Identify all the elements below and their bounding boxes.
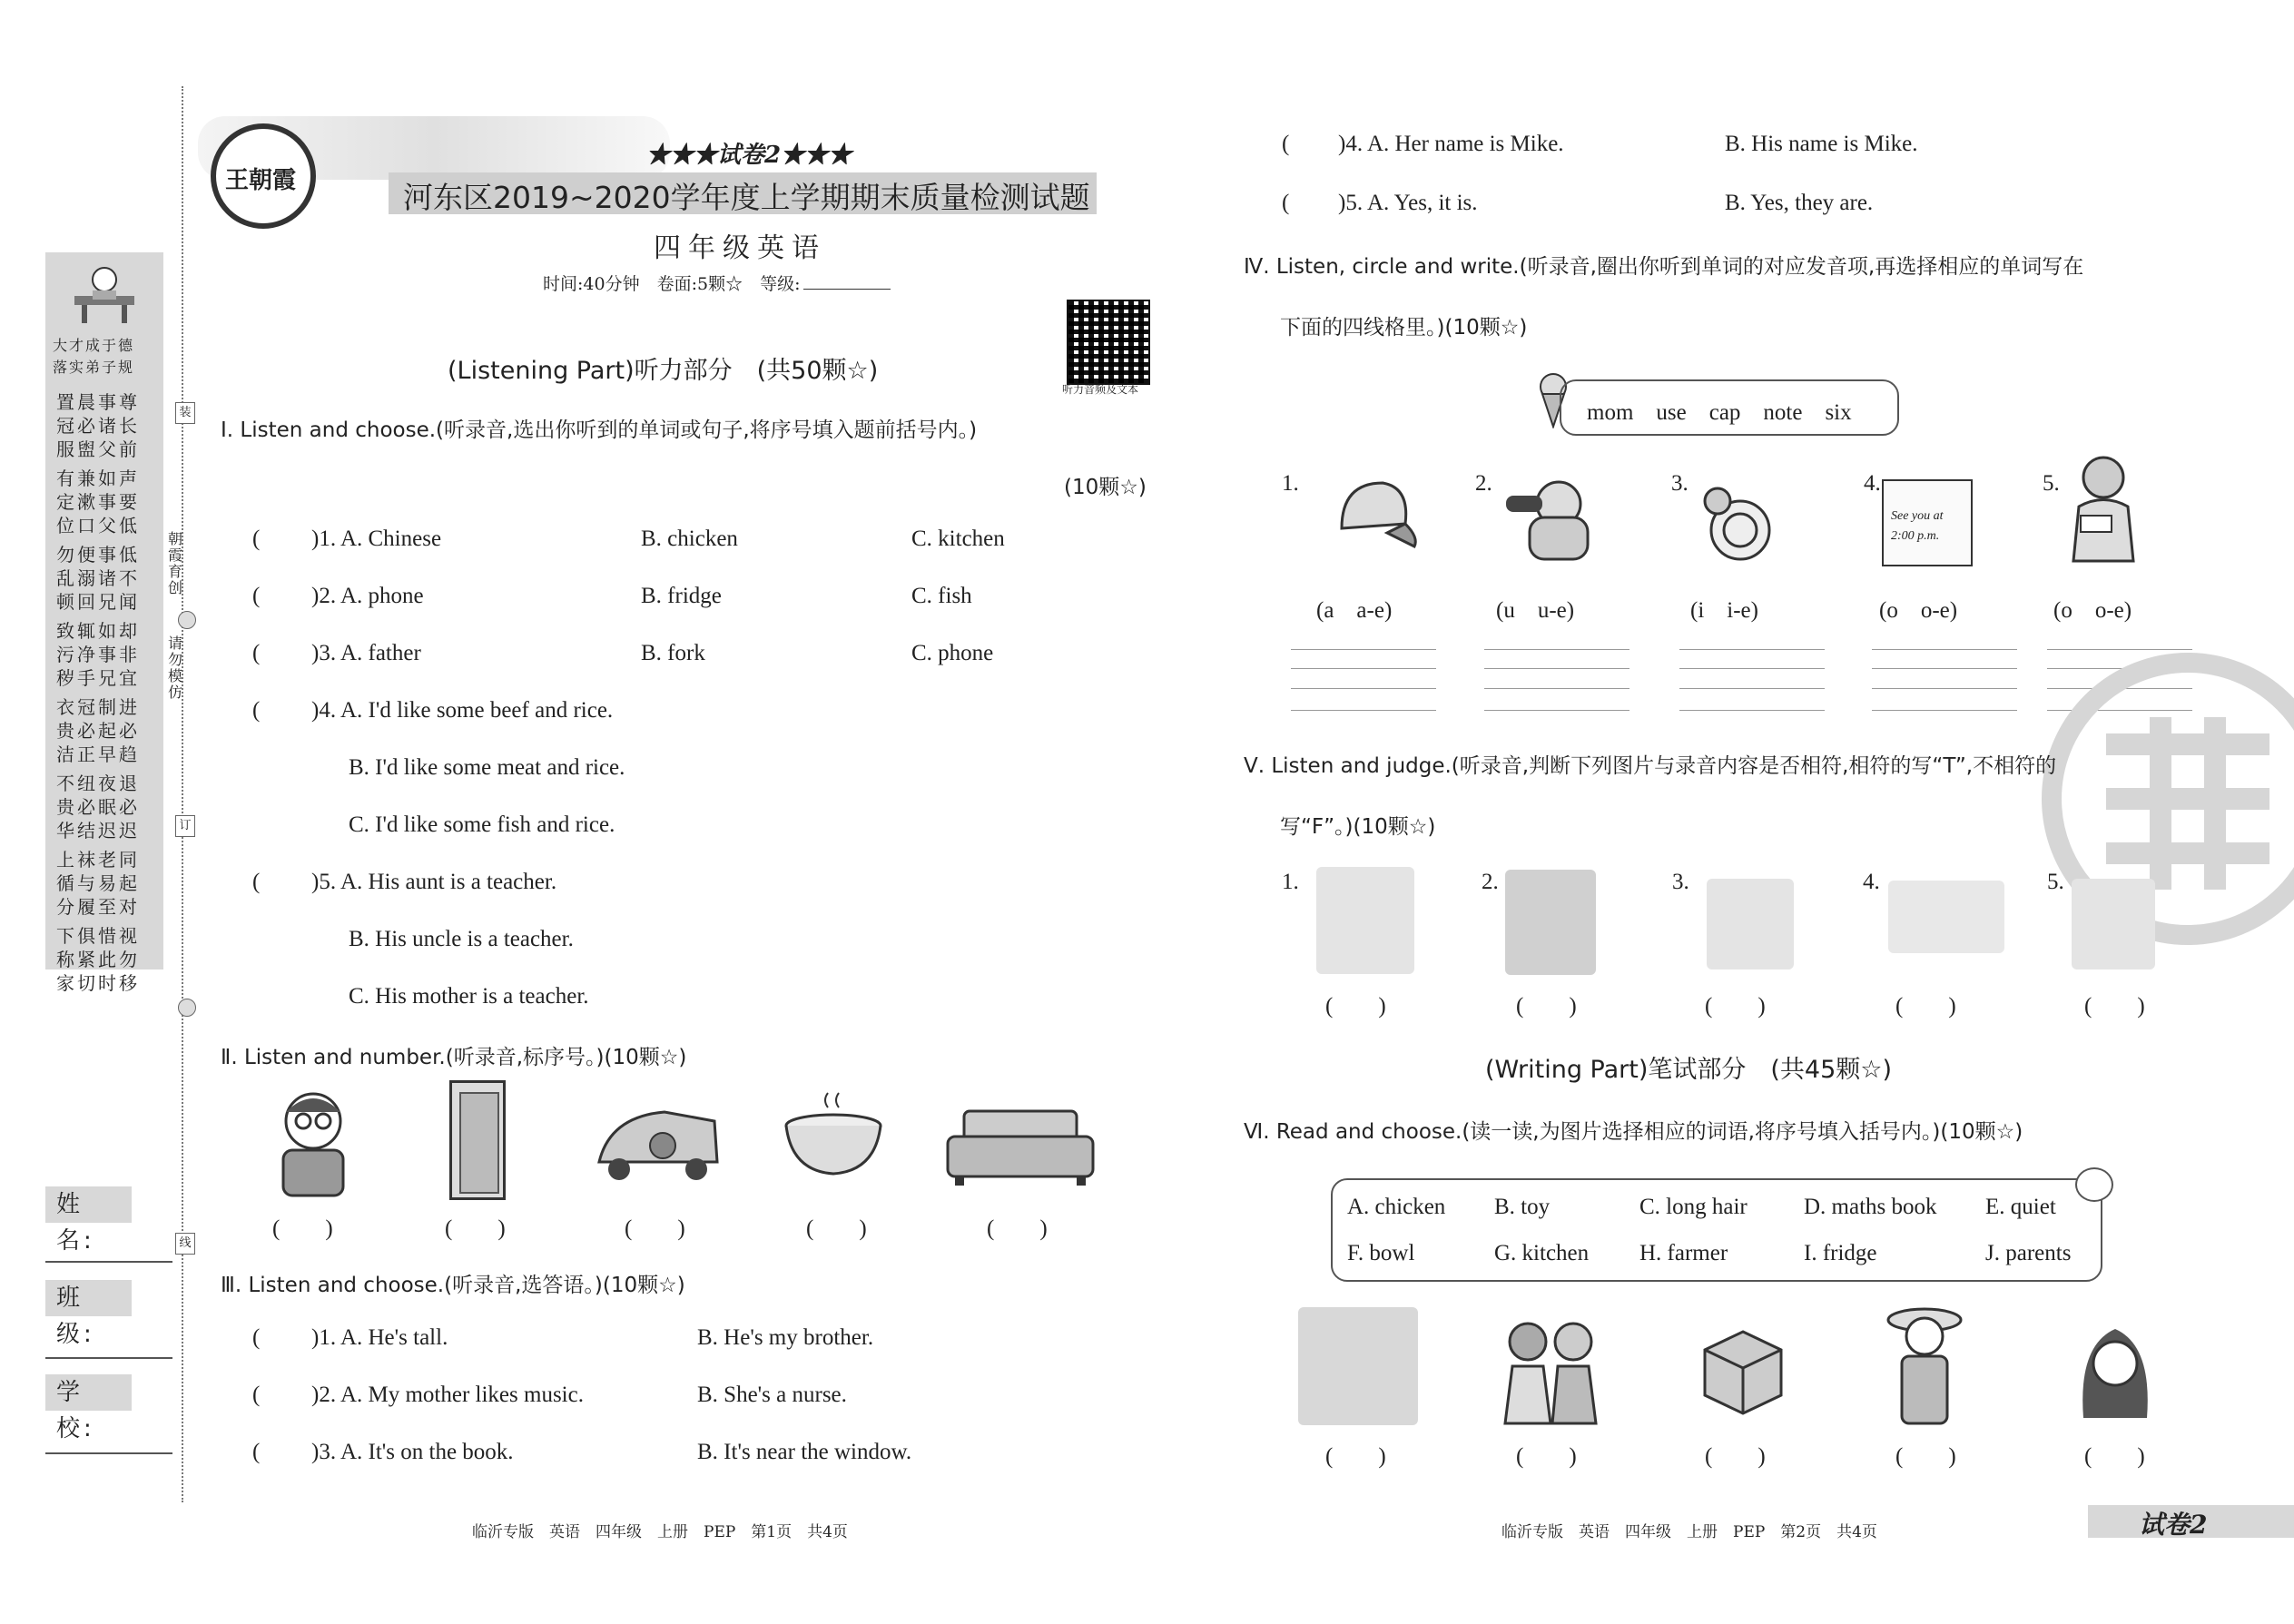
option-G: G. kitchen [1494,1241,1590,1265]
farmer-picture [1875,1300,1974,1425]
answer-blank[interactable]: ( ) [1705,1444,1766,1469]
section-5-title-1: Ⅴ. Listen and judge.(听录音,判断下列图片与录音内容是否相符,相符的写“T”,不相符的 [1244,754,2057,778]
answer-blank[interactable]: ( ) [1516,994,1577,1019]
four-line-grid[interactable] [1484,649,1629,711]
judge-picture-5 [2072,879,2155,969]
option-B: B. toy [1494,1195,1551,1219]
smiley-icon [178,999,196,1017]
option-1a: )1. A. Chinese [311,527,442,551]
answer-blank[interactable]: ( ) [1895,994,1956,1019]
answer-blank[interactable]: ( [252,641,261,665]
option-3c: C. phone [911,641,994,665]
cloud-icon [2075,1167,2113,1202]
section-6-title: Ⅵ. Read and choose.(读一读,为图片选择相应的词语,将序号填入括号内。)(10颗☆) [1244,1120,2023,1144]
listening-header: (Listening Part)听力部分 (共50颗☆) [448,357,879,385]
four-line-grid[interactable] [1679,649,1825,711]
writing-header: (Writing Part)笔试部分 (共45颗☆) [1485,1056,1893,1084]
option-3-2a: )2. A. My mother likes music. [311,1383,584,1407]
judge-picture-4 [1888,881,2004,953]
item-number: 2. [1482,870,1499,894]
option-D: D. maths book [1804,1195,1937,1219]
item-number: 4. [1864,471,1881,496]
answer-blank[interactable]: ( ) [987,1216,1048,1241]
section-2-title: Ⅱ. Listen and number.(听录音,标序号。)(10颗☆) [221,1046,687,1069]
answer-blank[interactable]: ( ) [2084,994,2145,1019]
word-bank-text: mom use cap note six [1587,400,1852,425]
judge-picture-2 [1505,870,1596,975]
section-1-title: Ⅰ. Listen and choose.(听录音,选出你听到的单词或句子,将序号填入题前括号内。) [221,418,978,442]
answer-blank[interactable]: ( [1282,191,1290,215]
binding-box-2: 订 [175,815,195,837]
item-number: 4. [1863,870,1880,894]
brand-seal [211,123,316,229]
answer-blank[interactable]: ( [252,527,261,551]
section-4-title-1: Ⅳ. Listen, circle and write.(听录音,圈出你听到单词的对应发音项,再选择相应的单词写在 [1244,255,2084,279]
section-1-score: (10颗☆) [1064,476,1147,499]
option-3-3b: B. It's near the window. [697,1440,912,1464]
answer-blank[interactable]: ( ) [2084,1444,2145,1469]
option-1b: B. chicken [641,527,738,551]
binding-box-3: 线 [175,1233,195,1255]
section-3-title: Ⅲ. Listen and choose.(听录音,选答语。)(10颗☆) [221,1274,685,1297]
option-3-5b: B. Yes, they are. [1725,191,1874,215]
option-3-4b: B. His name is Mike. [1725,132,1918,156]
note-text: See you at 2:00 p.m. [1891,509,1944,543]
option-5a: )5. A. His aunt is a teacher. [311,870,557,894]
smiley-icon [178,611,196,629]
binoculars-picture [1502,472,1593,563]
option-2b: B. fridge [641,584,722,608]
answer-blank[interactable]: ( [1282,132,1290,156]
judge-picture-3 [1707,879,1794,969]
side-text-2: 请勿模仿 [167,635,182,701]
option-4a: )4. A. I'd like some beef and rice. [311,698,614,723]
answer-blank[interactable]: ( [252,1440,261,1464]
item-number: 1. [1282,471,1299,496]
car-picture [592,1098,724,1187]
footer-right: 临沂专版 英语 四年级 上册 PEP 第2页 共4页 [1501,1523,1877,1541]
answer-blank[interactable]: ( ) [1325,1444,1386,1469]
qr-code[interactable] [1067,300,1150,385]
option-2c: C. fish [911,584,972,608]
reading-woman-picture [2063,452,2144,579]
paper-number: ★★★试卷2★★★ [646,142,852,169]
long-hair-girl-picture [2074,1318,2156,1422]
motto-grid: 置晨事尊 冠必诸长 服盥父前 有兼如声 定漱事要 位口父低 勿便事低 乱溺诸不 顿回兄闻 致辄如却 污净事非 秽手兄宜 衣冠制进 贵必起必 洁正早趋 不纽夜退 贵必眠必 华结迟迟 上袜老同 循与易起 分履至对 下俱惜视 称紧此勿 家切时移 [56,391,140,994]
snail-picture [1690,474,1781,565]
option-I: I. fridge [1804,1241,1877,1265]
option-3b: B. fork [641,641,705,665]
motto-top-1: 大才成于德 [53,337,135,354]
option-3-2b: B. She's a nurse. [697,1383,847,1407]
answer-blank[interactable]: ( [252,584,261,608]
answer-blank[interactable]: ( ) [1325,994,1386,1019]
door-picture [449,1080,506,1200]
option-3a: )3. A. father [311,641,421,665]
cap-picture [1333,474,1423,556]
sound-options[interactable]: (i i-e) [1690,598,1758,623]
answer-blank[interactable]: ( [252,1325,261,1350]
class-field[interactable] [45,1357,172,1359]
sound-options[interactable]: (o o-e) [2053,598,2132,623]
answer-blank[interactable]: ( ) [1705,994,1766,1019]
option-3-1b: B. He's my brother. [697,1325,874,1350]
motto-top-2: 落实弟子规 [53,359,135,376]
option-4b: B. I'd like some meat and rice. [349,755,625,780]
four-line-grid[interactable] [1872,649,2017,711]
option-4c: C. I'd like some fish and rice. [349,812,615,837]
parents-picture [1487,1316,1614,1425]
cube-picture [1698,1327,1788,1418]
answer-blank[interactable]: ( ) [445,1216,506,1241]
exam-title: 河东区2019~2020学年度上学期期末质量检测试题 [403,180,1090,215]
side-text-1: 朝霞育创 [167,530,182,596]
exam-meta: 时间:40分钟 卷面:5颗☆ 等级: [543,271,891,295]
section-5-title-2: 写“F”。)(10颗☆) [1280,815,1436,839]
footer-left: 临沂专版 英语 四年级 上册 PEP 第1页 共4页 [472,1523,848,1541]
answer-blank[interactable]: ( ) [806,1216,867,1241]
sound-options[interactable]: (u u-e) [1496,598,1575,623]
section-4-title-2: 下面的四线格里。)(10颗☆) [1280,316,1528,340]
watermark-seal [2024,635,2294,962]
sound-options[interactable]: (o o-e) [1879,598,1958,623]
item-number: 3. [1672,870,1689,894]
option-3-1a: )1. A. He's tall. [311,1325,448,1350]
option-A: A. chicken [1347,1195,1446,1219]
option-E: E. quiet [1985,1195,2056,1219]
sound-options[interactable]: (a a-e) [1316,598,1393,623]
item-number: 1. [1282,870,1299,894]
class-label: 班 级: [45,1280,132,1316]
answer-blank[interactable]: ( ) [1516,1444,1577,1469]
note-picture [1882,479,1973,566]
option-3-3a: )3. A. It's on the book. [311,1440,514,1464]
binding-box-1: 装 [175,402,195,424]
mascot-figure [65,263,143,327]
answer-blank[interactable]: ( ) [625,1216,685,1241]
name-label: 姓 名: [45,1186,132,1223]
answer-blank[interactable]: ( ) [272,1216,333,1241]
answer-blank[interactable]: ( ) [1895,1444,1956,1469]
option-C: C. long hair [1639,1195,1748,1219]
option-1c: C. kitchen [911,527,1005,551]
sofa-picture [944,1106,1097,1189]
school-label: 学 校: [45,1374,132,1411]
option-2a: )2. A. phone [311,584,424,608]
footer-badge: 试卷2 [2139,1510,2208,1540]
item-number: 5. [2047,870,2064,894]
option-3-5a: )5. A. Yes, it is. [1338,191,1478,215]
name-field[interactable] [45,1261,172,1263]
item-number: 5. [2043,471,2060,496]
qr-caption: 听力音频及文本 [1062,383,1139,396]
binding-dotted-line [182,86,183,1502]
option-5b: B. His uncle is a teacher. [349,927,574,951]
item-number: 2. [1475,471,1492,496]
subject-title: 四年级英语 [654,232,826,264]
option-5c: C. His mother is a teacher. [349,984,589,1009]
brand-logo-text: 王朝霞 [225,167,297,194]
answer-blank[interactable]: ( [252,1383,261,1407]
option-J: J. parents [1985,1241,2072,1265]
judge-picture-1 [1316,867,1414,974]
four-line-grid[interactable] [1291,649,1436,711]
answer-blank[interactable]: ( [252,870,261,894]
item-number: 3. [1671,471,1689,496]
boy-picture [263,1085,363,1198]
school-field[interactable] [45,1452,172,1454]
bowl-picture [783,1085,884,1180]
kitchen-picture [1298,1307,1418,1425]
option-H: H. farmer [1639,1241,1728,1265]
answer-blank[interactable]: ( [252,698,261,723]
option-F: F. bowl [1347,1241,1415,1265]
option-3-4a: )4. A. Her name is Mike. [1338,132,1564,156]
